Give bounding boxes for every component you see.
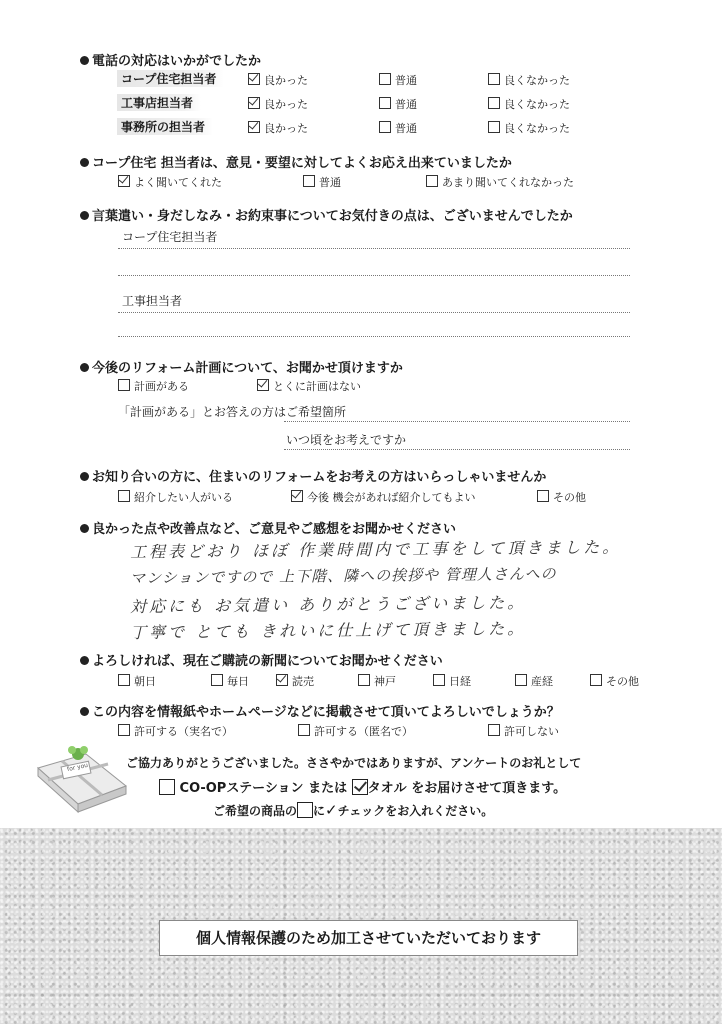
checkbox[interactable] bbox=[537, 490, 549, 502]
q1-row2-good[interactable]: 良かった bbox=[248, 96, 308, 112]
checkbox[interactable] bbox=[118, 674, 130, 686]
checkbox[interactable] bbox=[211, 674, 223, 686]
q1-row2-normal[interactable]: 普通 bbox=[379, 96, 417, 112]
checkbox[interactable] bbox=[358, 674, 370, 686]
checkbox[interactable] bbox=[118, 175, 130, 187]
q3-line-2[interactable] bbox=[118, 275, 630, 276]
checkbox[interactable] bbox=[248, 73, 260, 85]
q4-field-when-label: いつ頃をお考えですか bbox=[286, 433, 407, 447]
example-box-icon bbox=[297, 802, 313, 818]
q4-field-when-line[interactable] bbox=[284, 449, 630, 450]
or-label: または bbox=[308, 781, 348, 796]
q5-option-1[interactable]: 紹介したい人がいる bbox=[118, 489, 233, 505]
q3-title: 言葉遣い・身だしなみ・お約束事についてお気付きの点は、ございませんでしたか bbox=[80, 205, 573, 224]
q1-row3-good[interactable]: 良かった bbox=[248, 120, 308, 136]
q7-option-sankei[interactable]: 産経 bbox=[515, 673, 553, 689]
checkbox[interactable] bbox=[379, 73, 391, 85]
checkbox[interactable] bbox=[257, 379, 269, 391]
q1-row1-good[interactable]: 良かった bbox=[248, 72, 308, 88]
q4-option-1[interactable]: 計画がある bbox=[118, 378, 189, 394]
checkbox[interactable] bbox=[488, 121, 500, 133]
q6-handwriting-line-4: 丁寧で とても きれいに仕上げて頂きました。 bbox=[129, 618, 527, 643]
footer-instruction: ご希望の商品の に✓チェックをお入れください。 bbox=[213, 801, 494, 819]
q8-title: この内容を情報紙やホームページなどに掲載させて頂いてよろしいでしょうか？ bbox=[80, 701, 560, 720]
gift-box-icon bbox=[34, 744, 130, 816]
checkbox[interactable] bbox=[248, 97, 260, 109]
q1-row3-bad[interactable]: 良くなかった bbox=[488, 120, 570, 136]
checkbox[interactable] bbox=[118, 379, 130, 391]
q1-row1-normal[interactable]: 普通 bbox=[379, 72, 417, 88]
gift-tag-label: for you bbox=[66, 761, 89, 774]
footer-thanks: ご協力ありがとうございました。ささやかではありますが、アンケートのお礼として bbox=[126, 756, 582, 770]
q4-field-location-label: ご希望箇所 bbox=[286, 405, 347, 419]
towel-checkbox[interactable] bbox=[352, 779, 368, 795]
checkbox[interactable] bbox=[118, 490, 130, 502]
q2-option-3[interactable]: あまり聞いてくれなかった bbox=[426, 174, 574, 190]
checkbox[interactable] bbox=[298, 724, 310, 736]
q4-field-location-line[interactable] bbox=[284, 421, 630, 422]
checkbox[interactable] bbox=[488, 724, 500, 736]
q2-option-1[interactable]: よく聞いてくれた bbox=[118, 174, 222, 190]
check-mark-icon: ✓ bbox=[325, 801, 338, 819]
checkbox[interactable] bbox=[276, 674, 288, 686]
checkbox[interactable] bbox=[426, 175, 438, 187]
q1-row3-normal[interactable]: 普通 bbox=[379, 120, 417, 136]
deliver-label: をお届けさせて頂きます。 bbox=[411, 781, 567, 796]
q8-option-2[interactable]: 許可する（匿名で） bbox=[298, 723, 413, 739]
checkbox[interactable] bbox=[433, 674, 445, 686]
q7-option-asahi[interactable]: 朝日 bbox=[118, 673, 156, 689]
q2-option-2[interactable]: 普通 bbox=[303, 174, 341, 190]
checkbox[interactable] bbox=[590, 674, 602, 686]
checkbox[interactable] bbox=[291, 490, 303, 502]
q8-option-1[interactable]: 許可する（実名で） bbox=[118, 723, 233, 739]
q1-row1-bad[interactable]: 良くなかった bbox=[488, 72, 570, 88]
q4-option-2[interactable]: とくに計画はない bbox=[257, 378, 361, 394]
q3-label-construction: 工事担当者 bbox=[122, 294, 183, 308]
q2-title: コープ住宅 担当者は、意見・要望に対してよくお応え出来ていましたか bbox=[80, 152, 512, 171]
towel-label: タオル bbox=[367, 781, 407, 796]
q6-title: 良かった点や改善点など、ご意見やご感想をお聞かせください bbox=[80, 518, 456, 537]
checkbox[interactable] bbox=[379, 121, 391, 133]
q3-line-1[interactable] bbox=[118, 248, 630, 249]
q1-row2-bad[interactable]: 良くなかった bbox=[488, 96, 570, 112]
q5-option-2[interactable]: 今後 機会があれば紹介してもよい bbox=[291, 489, 476, 505]
privacy-notice: 個人情報保護のため加工させていただいております bbox=[159, 920, 578, 956]
coop-station-label: CO-OPステーション bbox=[179, 781, 304, 796]
q7-option-nikkei[interactable]: 日経 bbox=[433, 673, 471, 689]
q6-handwriting-line-1: 工程表どおり ほぼ 作業時間内で工事をして頂きました。 bbox=[129, 537, 622, 562]
footer-gift-choice bbox=[159, 777, 566, 796]
q3-label-coop: コープ住宅担当者 bbox=[122, 230, 218, 244]
checkbox[interactable] bbox=[248, 121, 260, 133]
q1-row3-label: 事務所の担当者 bbox=[117, 118, 213, 135]
checkbox[interactable] bbox=[118, 724, 130, 736]
q7-option-yomiuri[interactable]: 読売 bbox=[276, 673, 314, 689]
checkbox[interactable] bbox=[488, 73, 500, 85]
q5-title: お知り合いの方に、住まいのリフォームをお考えの方はいらっしゃいませんか bbox=[80, 466, 546, 485]
q4-note: 「計画がある」とお答えの方は bbox=[118, 405, 287, 419]
q1-row2-label: 工事店担当者 bbox=[117, 94, 201, 111]
q7-option-mainichi[interactable]: 毎日 bbox=[211, 673, 249, 689]
checkbox[interactable] bbox=[515, 674, 527, 686]
coop-station-checkbox[interactable] bbox=[159, 779, 175, 795]
q1-title: 電話の対応はいかがでしたか bbox=[80, 50, 261, 69]
checkbox[interactable] bbox=[303, 175, 315, 187]
q6-handwriting-line-3: 対応にも お気遣い ありがとうございました。 bbox=[129, 592, 527, 617]
q7-option-other[interactable]: その他 bbox=[590, 673, 639, 689]
q7-title: よろしければ、現在ご購読の新聞についてお聞かせください bbox=[80, 650, 443, 669]
q8-option-3[interactable]: 許可しない bbox=[488, 723, 559, 739]
q1-row1-label: コープ住宅担当者 bbox=[117, 70, 224, 87]
checkbox[interactable] bbox=[488, 97, 500, 109]
q3-line-4[interactable] bbox=[118, 336, 630, 337]
q3-line-3[interactable] bbox=[118, 312, 630, 313]
q7-option-kobe[interactable]: 神戸 bbox=[358, 673, 396, 689]
q5-option-3[interactable]: その他 bbox=[537, 489, 586, 505]
q4-title: 今後のリフォーム計画について、お聞かせ頂けますか bbox=[80, 357, 403, 376]
checkbox[interactable] bbox=[379, 97, 391, 109]
q6-handwriting-line-2: マンションですので 上下階、隣への挨拶や 管理人さんへの bbox=[129, 564, 557, 588]
